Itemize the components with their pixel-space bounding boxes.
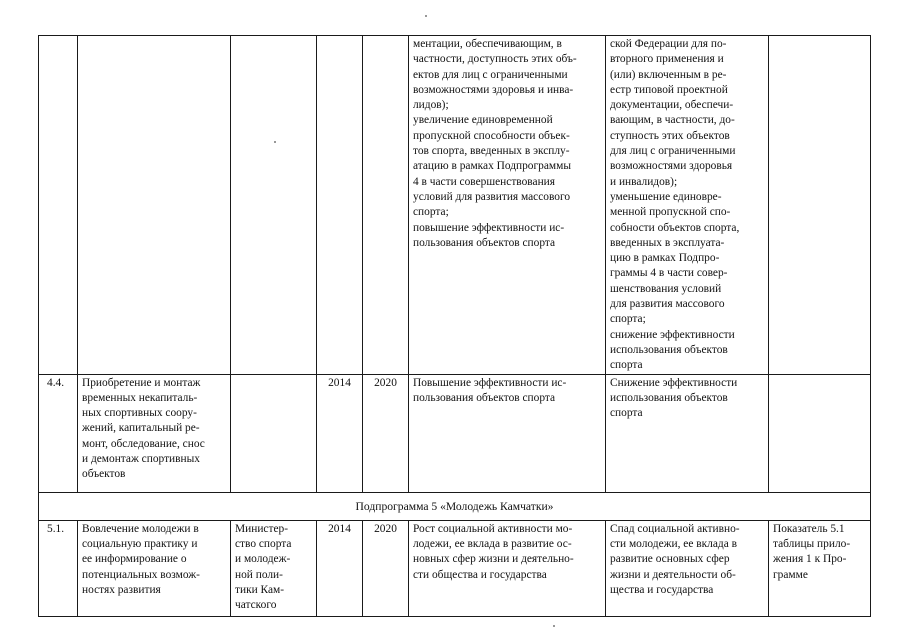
- executor-cell: [231, 36, 317, 375]
- text-line: ментации, обеспечивающим, в: [413, 38, 562, 50]
- year-start-cell: 2014: [317, 374, 363, 492]
- text-line: Спад социальной активно-: [610, 522, 740, 535]
- expected-result-cell: [409, 374, 606, 492]
- text-line: таблицы прило-: [773, 538, 851, 551]
- text-line: (или) включенным в ре-: [610, 68, 727, 81]
- text-line: для развития массового: [610, 298, 725, 311]
- text-line: ской Федерации для по-: [610, 38, 727, 50]
- text-line: условий для развития массового: [413, 190, 571, 203]
- text-line: ступность этих объектов: [610, 129, 730, 142]
- text-line: Министер-: [235, 522, 288, 535]
- row-number: 4.4.: [39, 374, 78, 492]
- table-row: [39, 36, 871, 375]
- text-line: спорта: [610, 407, 643, 420]
- text-line: объектов: [82, 468, 126, 481]
- year-end-cell: 2020: [363, 520, 409, 616]
- text-line: пользования объектов спорта: [413, 236, 556, 249]
- text-line: ее информирование о: [82, 553, 187, 566]
- text-line: чатского: [235, 599, 277, 612]
- program-measures-table: [38, 35, 871, 617]
- year-start-cell: [317, 36, 363, 375]
- executor-cell: [231, 520, 317, 616]
- indicator-cell: [769, 36, 871, 375]
- text-line: шенствования условий: [610, 282, 722, 295]
- text-line: собности объектов спорта,: [610, 221, 740, 234]
- text-line: повышение эффективности ис-: [413, 221, 565, 234]
- expected-result-cell: [409, 520, 606, 616]
- text-line: ектов для лиц с ограниченными: [413, 68, 568, 81]
- text-line: снижение эффективности: [610, 328, 735, 341]
- table-row: [39, 520, 871, 616]
- text-line: вторного применения и: [610, 53, 724, 66]
- text-line: использования объектов: [610, 391, 728, 404]
- measure-name-cell: [78, 374, 231, 492]
- text-line: документации, обеспечи-: [610, 99, 734, 112]
- text-line: ной поли-: [235, 568, 283, 581]
- text-line: Показатель 5.1: [773, 522, 845, 535]
- text-line: Повышение эффективности ис-: [413, 376, 567, 389]
- text-line: спорта: [610, 359, 643, 372]
- text-line: жений, капитальный ре-: [82, 422, 200, 435]
- text-line: сти молодежи, ее вклада в: [610, 538, 737, 551]
- year-end-cell: 2020: [363, 374, 409, 492]
- text-line: возможностями здоровья и инва-: [413, 83, 574, 96]
- scan-speck: [425, 15, 427, 17]
- text-line: частности, доступность этих объ-: [413, 53, 577, 66]
- text-line: 4 в части совершенствования: [413, 175, 556, 188]
- text-line: для лиц с ограниченными: [610, 145, 736, 158]
- year-start-cell: 2014: [317, 520, 363, 616]
- text-line: ностях развития: [82, 584, 161, 597]
- year-end-cell: [363, 36, 409, 375]
- text-line: новных сфер жизни и деятельно-: [413, 553, 574, 566]
- consequence-cell: [606, 374, 769, 492]
- text-line: спорта;: [610, 313, 646, 326]
- text-line: граммы 4 в части совер-: [610, 267, 728, 280]
- text-line: цию в рамках Подпро-: [610, 252, 720, 265]
- text-line: временных некапиталь-: [82, 391, 198, 404]
- text-line: развитие основных сфер: [610, 553, 730, 566]
- text-line: лодежи, ее вклада в развитие ос-: [413, 538, 572, 551]
- text-line: уменьшение единовре-: [610, 190, 722, 203]
- text-line: Вовлечение молодежи в: [82, 522, 199, 535]
- text-line: грамме: [773, 568, 808, 581]
- indicator-cell: [769, 520, 871, 616]
- text-line: лидов);: [413, 99, 449, 112]
- text-line: щества и государства: [610, 584, 714, 597]
- expected-result-cell: [409, 36, 606, 375]
- text-line: пользования объектов спорта: [413, 391, 556, 404]
- row-number: 5.1.: [39, 520, 78, 616]
- scan-speck: [553, 625, 555, 627]
- text-line: использования объектов: [610, 343, 728, 356]
- text-line: вающим, в частности, до-: [610, 114, 735, 127]
- text-line: сти общества и государства: [413, 568, 547, 581]
- executor-cell: [231, 374, 317, 492]
- text-line: менной пропускной спо-: [610, 206, 731, 219]
- text-line: возможностями здоровья: [610, 160, 733, 173]
- table-row: [39, 374, 871, 492]
- text-line: спорта;: [413, 206, 449, 219]
- text-line: и демонтаж спортивных: [82, 453, 200, 466]
- text-line: увеличение единовременной: [413, 114, 553, 127]
- text-line: тов спорта, введенных в эксплу-: [413, 145, 570, 158]
- text-line: Рост социальной активности мо-: [413, 522, 573, 535]
- text-line: ных спортивных соору-: [82, 407, 197, 420]
- text-line: тики Кам-: [235, 584, 285, 597]
- row-number: [39, 36, 78, 375]
- text-line: ство спорта: [235, 538, 292, 551]
- text-line: и молодеж-: [235, 553, 291, 566]
- subprogram-title: Подпрограмма 5 «Молодежь Камчатки»: [39, 492, 871, 520]
- text-line: и инвалидов);: [610, 175, 678, 188]
- text-line: потенциальных возмож-: [82, 568, 200, 581]
- scan-speck: [274, 141, 276, 143]
- text-line: естр типовой проектной: [610, 83, 728, 96]
- text-line: Приобретение и монтаж: [82, 376, 201, 389]
- text-line: Снижение эффективности: [610, 376, 738, 389]
- consequence-cell: [606, 36, 769, 375]
- text-line: атацию в рамках Подпрограммы: [413, 160, 571, 173]
- measure-name-cell: [78, 36, 231, 375]
- subprogram-row: [39, 492, 871, 520]
- indicator-cell: [769, 374, 871, 492]
- consequence-cell: [606, 520, 769, 616]
- measure-name-cell: [78, 520, 231, 616]
- text-line: социальную практику и: [82, 538, 198, 551]
- text-line: введенных в эксплуата-: [610, 236, 725, 249]
- text-line: жизни и деятельности об-: [610, 568, 736, 581]
- text-line: монт, обследование, снос: [82, 437, 205, 450]
- text-line: жения 1 к Про-: [773, 553, 847, 566]
- text-line: пропускной способности объек-: [413, 129, 570, 142]
